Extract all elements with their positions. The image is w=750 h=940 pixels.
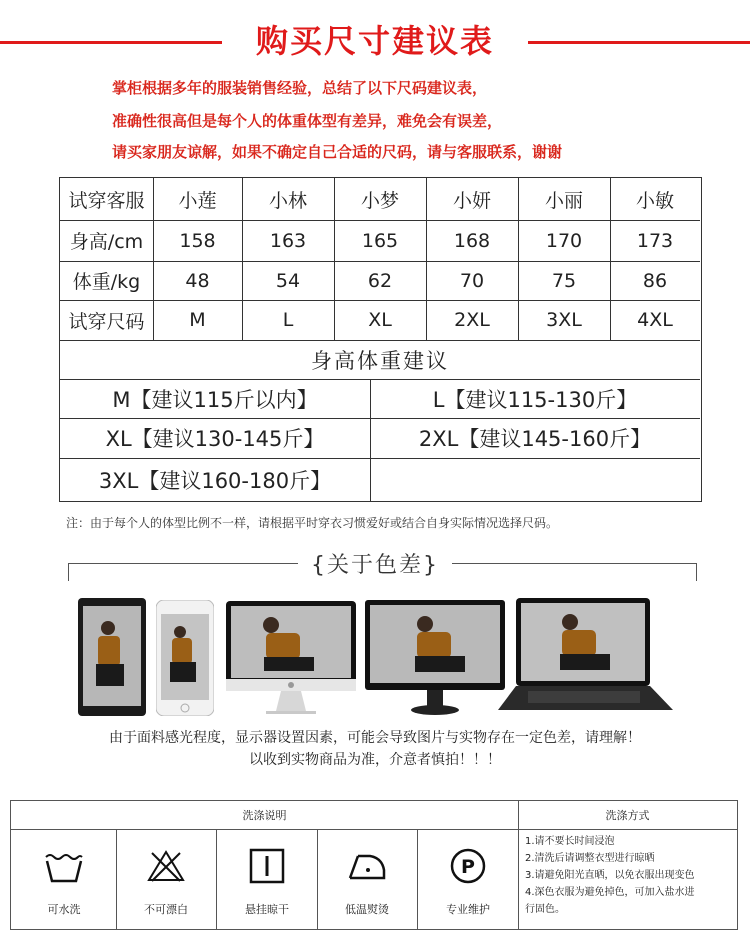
recommend-title: 身高体重建议 (311, 348, 449, 373)
care-method-2: 2.清洗后请调整衣型进行晾晒 (525, 853, 655, 864)
intro-line-2: 准确性很高但是每个人的体重体型有差异，难免会有误差， (112, 112, 503, 130)
size-3: XL (368, 309, 392, 331)
washable-icon (14, 841, 114, 891)
height-4: 168 (453, 229, 491, 252)
intro-line-3: 请买家朋友谅解，如果不确定自己合适的尺码，请与客服联系，谢谢 (112, 143, 563, 161)
size-6: 4XL (637, 309, 673, 331)
size-1: M (189, 309, 206, 331)
staff-5: 小丽 (544, 189, 583, 212)
weight-5: 75 (551, 269, 577, 292)
height-2: 163 (269, 229, 307, 252)
height-3: 165 (361, 229, 399, 252)
care-method-3: 3.请避免阳光直晒，以免衣服出现变色 (525, 870, 695, 881)
device-monitor (365, 600, 505, 718)
row-label-size: 试穿尺码 (68, 310, 145, 333)
weight-6: 86 (642, 269, 668, 292)
size-note: 注：由于每个人的体型比例不一样，请根据平时穿衣习惯爱好或结合自身实际情况选择尺码。 (66, 516, 559, 530)
staff-3: 小梦 (360, 189, 399, 212)
size-4: 2XL (454, 309, 490, 331)
hang-dry-label: 悬挂晾干 (245, 903, 289, 916)
size-5: 3XL (546, 309, 582, 331)
section-tick-right (696, 563, 697, 581)
row-label-weight: 体重/kg (72, 271, 141, 293)
device-tablet (78, 598, 146, 716)
recommend-m: M【建议115斤以内】 (112, 387, 318, 412)
device-imac (226, 601, 356, 717)
height-6: 173 (636, 229, 674, 252)
row-label-staff: 试穿客服 (68, 189, 145, 212)
header-line-left (0, 41, 222, 44)
professional-care-icon (418, 841, 518, 891)
device-laptop (498, 598, 673, 716)
color-section-title: {关于色差} (311, 553, 439, 578)
color-disclaimer-2: 以收到实物商品为准，介意者慎拍！！！ (249, 752, 501, 768)
weight-1: 48 (185, 269, 210, 292)
header-line-right (528, 41, 750, 44)
section-line-right (452, 563, 697, 564)
professional-care-label: 专业维护 (446, 903, 490, 916)
intro-line-1: 掌柜根据多年的服装销售经验，总结了以下尺码建议表， (112, 79, 488, 97)
care-method-5: 行固色。 (525, 904, 565, 915)
row-label-height: 身高/cm (69, 231, 144, 253)
low-iron-label: 低温熨烫 (345, 903, 389, 916)
low-iron-icon (317, 841, 417, 891)
no-bleach-icon (116, 841, 216, 891)
svg-text:P: P (461, 856, 475, 878)
size-2: L (282, 309, 294, 331)
weight-2: 54 (275, 269, 301, 292)
weight-3: 62 (367, 269, 393, 292)
care-method-header: 洗涤方式 (605, 809, 650, 822)
section-tick-left (68, 563, 69, 581)
recommend-3xl: 3XL【建议160-180斤】 (98, 468, 332, 493)
no-bleach-label: 不可漂白 (144, 903, 188, 916)
recommend-2xl: 2XL【建议145-160斤】 (418, 427, 652, 451)
care-instructions-header: 洗涤说明 (242, 809, 287, 822)
staff-4: 小妍 (452, 189, 491, 212)
weight-4: 70 (459, 269, 485, 292)
section-line-left (68, 563, 298, 564)
color-disclaimer-1: 由于面料感光程度，显示器设置因素，可能会导致图片与实物存在一定色差，请理解！ (109, 730, 641, 746)
device-phone (156, 600, 214, 716)
page-title: 购买尺寸建议表 (255, 22, 494, 60)
height-5: 170 (545, 229, 583, 252)
recommend-l: L【建议115-130斤】 (432, 387, 638, 412)
staff-6: 小敏 (635, 189, 674, 212)
care-table (10, 800, 738, 930)
care-method-4: 4.深色衣服为避免掉色，可加入盐水进 (525, 887, 695, 898)
staff-1: 小莲 (178, 189, 217, 212)
care-method-1: 1.请不要长时间浸泡 (525, 836, 615, 847)
recommend-xl: XL【建议130-145斤】 (105, 427, 325, 451)
size-table (59, 177, 702, 502)
hang-dry-icon (217, 841, 317, 891)
staff-2: 小林 (268, 189, 307, 212)
washable-label: 可水洗 (47, 903, 81, 916)
height-1: 158 (179, 229, 216, 252)
